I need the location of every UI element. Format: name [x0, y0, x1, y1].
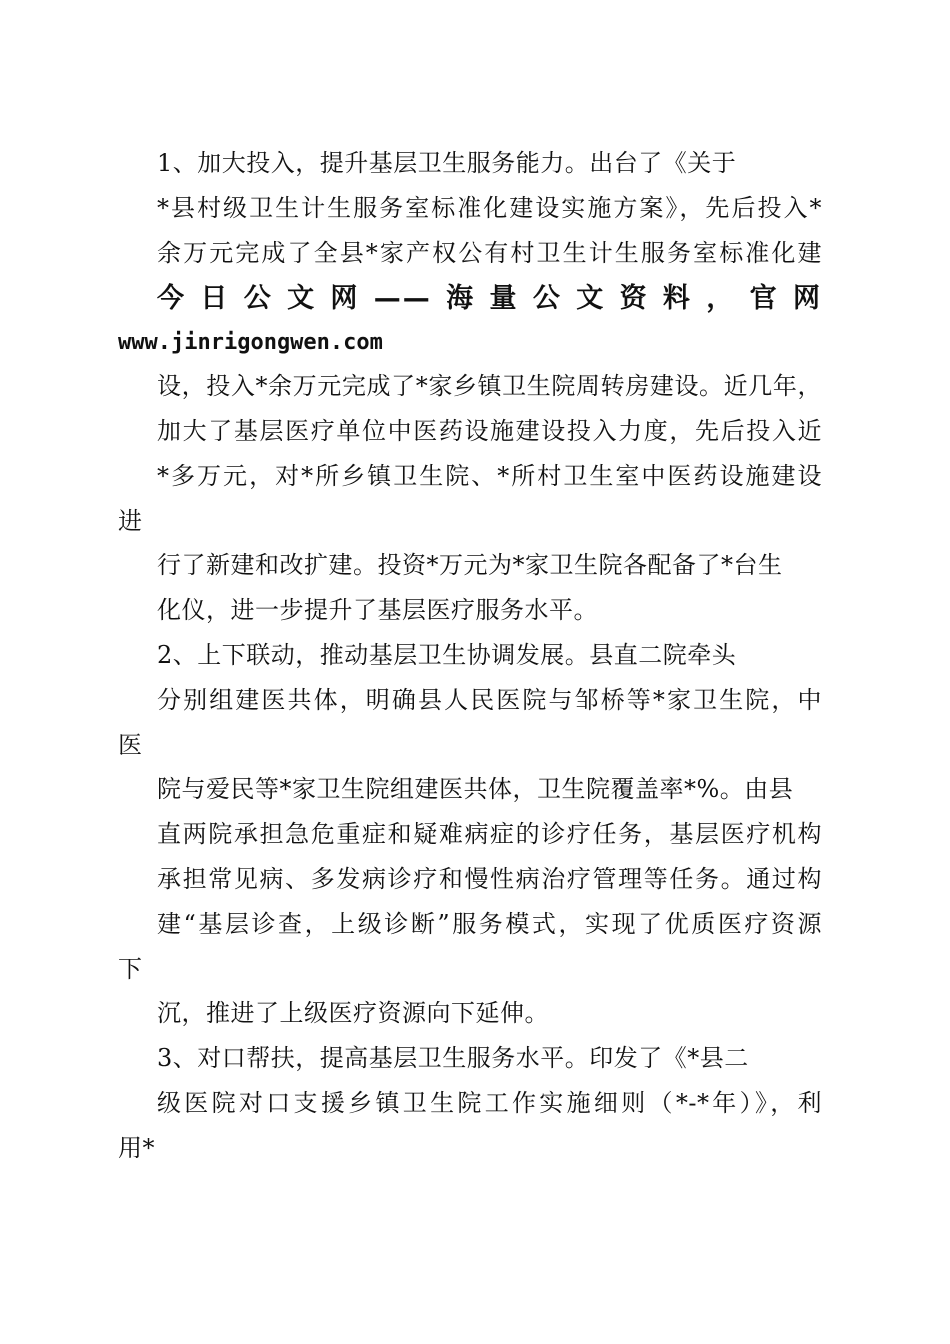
paragraph-line: 行了新建和改扩建。投资*万元为*家卫生院各配备了*台生 — [157, 551, 783, 579]
paragraph-line: 化仪，进一步提升了基层医疗服务水平。 — [157, 596, 598, 624]
paragraph-line: 承担常见病、多发病诊疗和慢性病治疗管理等任务。通过构 — [157, 865, 822, 893]
paragraph-line: 院与爱民等*家卫生院组建医共体，卫生院覆盖率*%。由县 — [157, 775, 794, 803]
paragraph-line: 加大了基层医疗单位中医药设施建设投入力度，先后投入近 — [157, 417, 822, 445]
paragraph-line: 分别组建医共体，明确县人民医院与邹桥等*家卫生院，中 — [157, 686, 822, 714]
watermark-banner-url: www.jinrigongwen.com — [118, 330, 383, 355]
paragraph-line: 医 — [118, 731, 143, 759]
paragraph-line: 设，投入*余万元完成了*家乡镇卫生院周转房建设。近几年， — [157, 372, 822, 400]
paragraph-line: 下 — [118, 955, 143, 983]
paragraph-line: 用* — [118, 1134, 155, 1162]
paragraph-line: 3、对口帮扶，提高基层卫生服务水平。印发了《*县二 — [157, 1044, 749, 1072]
paragraph-line: 级医院对口支援乡镇卫生院工作实施细则（*-*年）》，利 — [157, 1089, 822, 1117]
watermark-banner-title: 今日公文网——海量公文资料，官网 — [157, 283, 822, 314]
paragraph-line: 余万元完成了全县*家产权公有村卫生计生服务室标准化建 — [157, 239, 822, 267]
paragraph-line: *多万元，对*所乡镇卫生院、*所村卫生室中医药设施建设 — [157, 462, 822, 490]
paragraph-line: 沉，推进了上级医疗资源向下延伸。 — [157, 999, 549, 1027]
paragraph-line: 直两院承担急危重症和疑难病症的诊疗任务，基层医疗机构 — [157, 820, 822, 848]
paragraph-line: 1、加大投入，提升基层卫生服务能力。出台了《关于 — [157, 149, 737, 177]
paragraph-line: 2、上下联动，推动基层卫生协调发展。县直二院牵头 — [157, 641, 737, 669]
paragraph-line: 建“基层诊查，上级诊断”服务模式，实现了优质医疗资源 — [157, 910, 822, 938]
paragraph-line: *县村级卫生计生服务室标准化建设实施方案》，先后投入* — [157, 194, 822, 222]
paragraph-line: 进 — [118, 507, 143, 535]
